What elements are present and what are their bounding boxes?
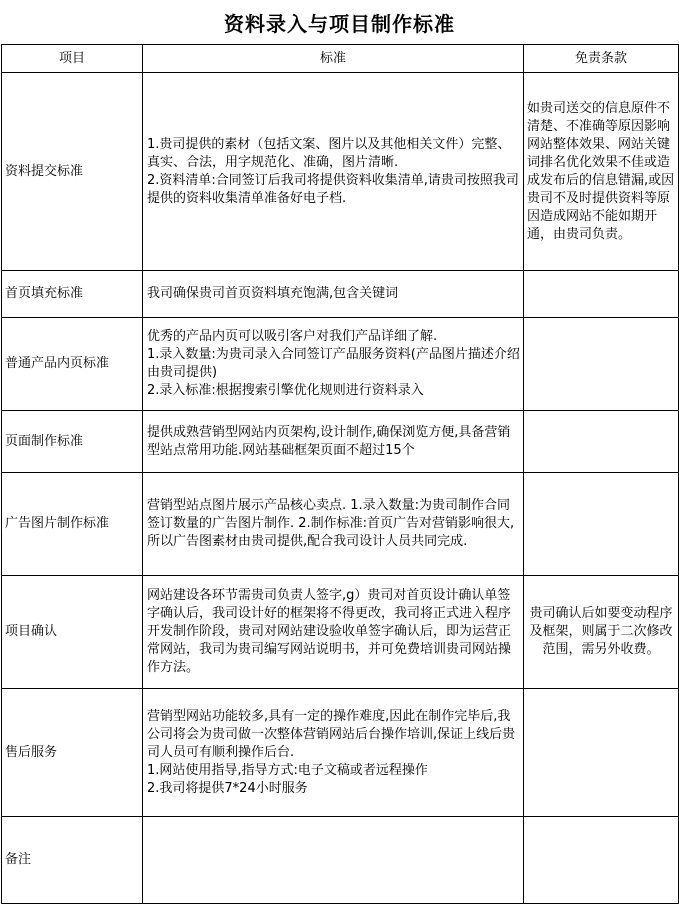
- standard-line: 提供成熟营销型网站内页架构,设计制作,确保浏览方便,具备营销型站点常用功能.网站基础框架页面不超过15个: [147, 424, 511, 458]
- standard-line: 1.录入数量:为贵司录入合同签订产品服务资料(产品图片描述介绍由贵司提供): [147, 347, 520, 380]
- standard-cell: [143, 473, 524, 576]
- disclaimer-cell: [524, 411, 679, 473]
- item-cell: 普通产品内页标准: [2, 318, 143, 411]
- item-cell: 页面制作标准: [2, 411, 143, 473]
- standard-cell: [143, 73, 524, 271]
- table-header-row: [2, 45, 679, 73]
- disclaimer-cell: [524, 817, 679, 904]
- standard-line: 营销型站点图片展示产品核心卖点. 1.录入数量:为贵司制作合同签订数量的广告图片制作. 2.制作标准:首页广告对营销影响很大,所以广告图素材由贵司提供,配合我司设计人员共同完成.: [147, 498, 515, 549]
- table-row: [2, 576, 679, 689]
- standard-cell: [143, 318, 524, 411]
- table-row: [2, 73, 679, 271]
- item-cell: 资料提交标准: [2, 73, 143, 271]
- disclaimer-cell: [524, 473, 679, 576]
- standards-table: [1, 44, 679, 904]
- standard-line: 2.我司将提供7*24小时服务: [147, 780, 308, 796]
- item-cell: 售后服务: [2, 689, 143, 817]
- header-disclaimer: 免责条款: [524, 45, 679, 73]
- item-cell: 广告图片制作标准: [2, 473, 143, 576]
- header-standard: 标准: [143, 45, 524, 73]
- table-row: [2, 473, 679, 576]
- table-row: [2, 271, 679, 318]
- disclaimer-cell: [524, 689, 679, 817]
- table-row: [2, 411, 679, 473]
- disclaimer-cell: 贵司确认后如要变动程序及框架，则属于二次修改范围，需另外收费。: [524, 576, 679, 689]
- standard-cell: [143, 689, 524, 817]
- table-row: [2, 689, 679, 817]
- disclaimer-cell: [524, 271, 679, 318]
- standard-line: 营销型网站功能较多,具有一定的操作难度,因此在制作完毕后,我公司将会为贵司做一次整体营销网站后台操作培训,保证上线后贵司人员可有顺利操作后台.: [147, 708, 516, 760]
- page-title: 资料录入与项目制作标准: [224, 11, 455, 36]
- item-cell: 首页填充标准: [2, 271, 143, 318]
- standard-line: 我司确保贵司首页资料填充饱满,包含关键词: [147, 286, 399, 301]
- standard-cell: [143, 576, 524, 689]
- standard-line: 1.网站使用指导,指导方式:电子文稿或者远程操作: [147, 762, 428, 778]
- header-item: 项目: [2, 45, 143, 73]
- standard-line: 1.贵司提供的素材（包括文案、图片以及其他相关文件）完整、真实、合法，用字规范化、准确，图片清晰.: [147, 136, 511, 170]
- standard-cell: [143, 271, 524, 318]
- item-cell: 项目确认: [2, 576, 143, 689]
- item-cell: 备注: [2, 817, 143, 904]
- standard-line: 2.资料清单:合同签订后我司将提供资料收集清单,请贵司按照我司提供的资料收集清单准备好电子档.: [147, 172, 519, 206]
- disclaimer-cell: 如贵司送交的信息原件不清楚、不准确等原因影响网站整体效果、网站关键词排名优化效果不佳或造成发布后的信息错漏,或因贵司不及时提供资料等原因造成网站不能如期开通，由贵司负责。: [524, 73, 679, 271]
- standard-line: 2.录入标准:根据搜索引擎优化规则进行资料录入: [147, 383, 424, 398]
- standard-cell: [143, 411, 524, 473]
- table-row: [2, 318, 679, 411]
- disclaimer-cell: [524, 318, 679, 411]
- standard-cell: [143, 817, 524, 904]
- table-row: [2, 817, 679, 904]
- standard-line: 网站建设各环节需贵司负责人签字,g）贵司对首页设计确认单签字确认后，我司设计好的框架将不得更改，我司将正式进入程序开发制作阶段，贵司对网站建设验收单签字确认后，即为运营正常网站，我司为贵司编写网站说明书，并可免费培训贵司网站操作方法。: [147, 588, 512, 675]
- standard-line: 优秀的产品内页可以吸引客户对我们产品详细了解.: [147, 329, 438, 344]
